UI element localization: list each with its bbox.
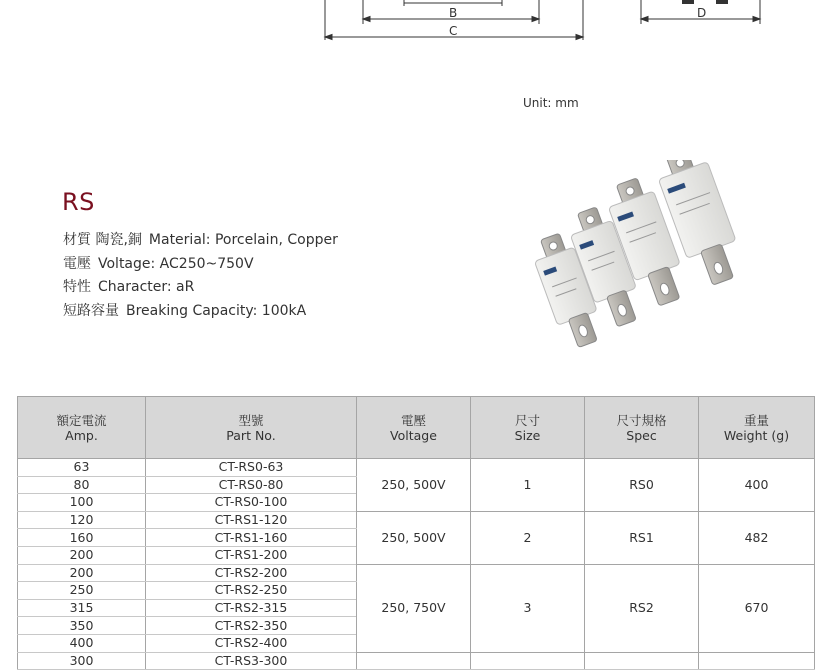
- cell-part-no: CT-RS2-200: [146, 564, 357, 582]
- dimension-b-label: B: [449, 6, 458, 20]
- cell-voltage: 250, 500V: [357, 511, 471, 564]
- cell-spec: [585, 652, 699, 670]
- cell-spec: RS1: [585, 511, 699, 564]
- table-header-row: [18, 397, 815, 459]
- cell-amp: 100: [18, 494, 146, 512]
- table-row: [18, 564, 815, 582]
- cell-weight: 400: [699, 459, 815, 512]
- header-voltage: 電壓 Voltage: [357, 397, 471, 459]
- spec-material-en: Material: Porcelain, Copper: [148, 232, 338, 248]
- header-weight: 重量 Weight (g): [699, 397, 815, 459]
- cell-part-no: CT-RS2-350: [146, 617, 357, 635]
- cell-weight: [699, 652, 815, 670]
- header-spec: 尺寸規格 Spec: [585, 397, 699, 459]
- cell-amp: 400: [18, 634, 146, 652]
- cell-part-no: CT-RS1-200: [146, 546, 357, 564]
- cell-size: [471, 652, 585, 670]
- cell-part-no: CT-RS2-250: [146, 582, 357, 600]
- cell-amp: 120: [18, 511, 146, 529]
- spec-breaking-zh: 短路容量: [63, 303, 119, 319]
- dimension-c-label: C: [449, 24, 458, 38]
- cell-size: 2: [471, 511, 585, 564]
- cell-spec: RS2: [585, 564, 699, 652]
- cell-voltage: 250, 750V: [357, 564, 471, 652]
- product-title: RS: [62, 188, 95, 216]
- spec-character-en: Character: aR: [98, 279, 195, 295]
- unit-label: Unit: mm: [523, 96, 579, 110]
- cell-spec: RS0: [585, 459, 699, 512]
- cell-size: 3: [471, 564, 585, 652]
- cell-voltage: [357, 652, 471, 670]
- spec-material-zh: 材質 陶瓷,銅: [63, 232, 142, 248]
- cell-amp: 80: [18, 476, 146, 494]
- spec-character-zh: 特性: [63, 279, 91, 295]
- cell-part-no: CT-RS0-63: [146, 459, 357, 477]
- cell-part-no: CT-RS2-400: [146, 634, 357, 652]
- cell-part-no: CT-RS1-120: [146, 511, 357, 529]
- cell-weight: 482: [699, 511, 815, 564]
- cell-amp: 300: [18, 652, 146, 670]
- table-row: [18, 511, 815, 529]
- cell-size: 1: [471, 459, 585, 512]
- cell-amp: 200: [18, 564, 146, 582]
- dimension-d-label: D: [697, 6, 707, 20]
- spec-breaking-en: Breaking Capacity: 100kA: [126, 303, 307, 319]
- spec-material: [63, 229, 338, 249]
- product-photo: [525, 160, 765, 365]
- table-row: [18, 459, 815, 477]
- cell-amp: 200: [18, 546, 146, 564]
- cell-amp: 315: [18, 599, 146, 617]
- cell-amp: 63: [18, 459, 146, 477]
- cell-part-no: CT-RS0-100: [146, 494, 357, 512]
- spec-voltage-en: Voltage: AC250~750V: [98, 256, 254, 272]
- cell-part-no: CT-RS3-300: [146, 652, 357, 670]
- spec-table: [17, 396, 815, 670]
- cell-voltage: 250, 500V: [357, 459, 471, 512]
- header-size: 尺寸 Size: [471, 397, 585, 459]
- cell-amp: 350: [18, 617, 146, 635]
- cell-amp: 160: [18, 529, 146, 547]
- cell-weight: 670: [699, 564, 815, 652]
- header-amp: 額定電流 Amp.: [18, 397, 146, 459]
- cell-amp: 250: [18, 582, 146, 600]
- header-part-no: 型號 Part No.: [146, 397, 357, 459]
- cell-part-no: CT-RS1-160: [146, 529, 357, 547]
- spec-voltage: [63, 253, 254, 273]
- cell-part-no: CT-RS0-80: [146, 476, 357, 494]
- spec-character: [63, 276, 194, 296]
- table-row: [18, 652, 815, 670]
- spec-voltage-zh: 電壓: [63, 256, 91, 272]
- cell-part-no: CT-RS2-315: [146, 599, 357, 617]
- spec-breaking-capacity: [63, 300, 306, 320]
